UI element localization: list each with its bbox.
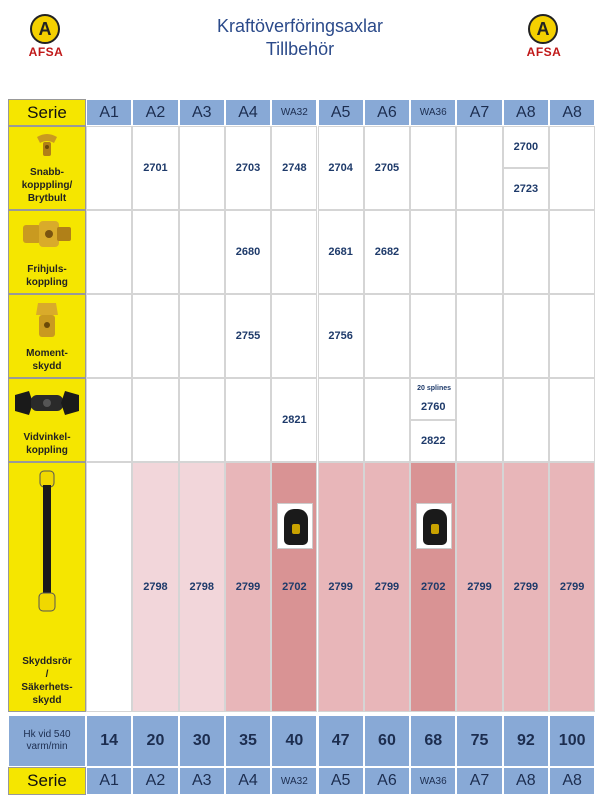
header-column-a8: A8 [549,99,595,126]
part-number-cell: 2799 [503,462,549,712]
footer-column-wa32: WA32 [271,767,317,795]
part-number-cell [410,210,456,294]
page-title [0,16,600,60]
part-number-cell: 2799 [318,462,364,712]
part-number-cell: 2704 [318,126,364,210]
part-number-cell [456,378,502,462]
part-number-cell: 2723 [503,168,549,210]
part-number-cell [549,126,595,210]
row-label-line: koppling [26,445,68,456]
freewheel-coupling-icon [19,217,75,256]
splines-note: 20 splines [417,385,452,392]
row-label-line: skydd [32,361,62,372]
part-number-cell [318,378,364,462]
part-number-cell: 2702 [410,462,456,712]
part-number-cell [549,378,595,462]
row-label-line: Moment- [26,348,68,359]
footer-serie-label: Serie [8,767,86,795]
part-number-cell [179,294,225,378]
part-number-cell: 2756 [318,294,364,378]
part-number-cell [503,378,549,462]
header-column-a7: A7 [456,99,502,126]
header-column-a8: A8 [503,99,549,126]
part-number-cell: 2799 [549,462,595,712]
logo-text: AFSA [526,45,562,59]
header-column-a5: A5 [318,99,364,126]
logo-disc: A [528,14,558,44]
header-column-a2: A2 [132,99,178,126]
part-number-cell [549,294,595,378]
title-line-1: Kraftöverföringsaxlar [216,16,384,36]
header-column-a3: A3 [179,99,225,126]
part-number-cell: 2701 [132,126,178,210]
part-number-cell [456,126,502,210]
hk-value-a7: 75 [456,715,502,767]
torque-limiter-icon [32,301,62,346]
header-serie-label: Serie [8,99,86,126]
protective-boot-icon [277,503,313,549]
part-number-cell [225,378,271,462]
footer-column-a2: A2 [132,767,178,795]
row-label-line: Skyddsrör [22,656,72,667]
row-label-0 [8,126,86,210]
part-number-cell [271,210,317,294]
row-label-4 [8,462,86,712]
row-label-2 [8,294,86,378]
part-number-cell: 2700 [503,126,549,168]
row-label-line: koppling [26,277,68,288]
part-number-cell: 2799 [225,462,271,712]
part-number-cell: 2703 [225,126,271,210]
title-line-2: Tillbehör [265,39,335,59]
part-number-cell [503,294,549,378]
row-label-1 [8,210,86,294]
part-number-cell [410,126,456,210]
part-number-cell [271,294,317,378]
part-number-cell: 2821 [271,378,317,462]
part-number-cell [86,126,132,210]
header-column-wa32: WA32 [271,99,317,126]
part-number-cell [456,210,502,294]
hk-value-a8: 100 [549,715,595,767]
row-label-line: / [45,669,49,680]
part-number-cell [410,294,456,378]
part-number-cell [456,294,502,378]
part-number-cell [86,378,132,462]
hk-value-a6: 60 [364,715,410,767]
afsa-logo-right [522,14,566,60]
part-number-cell [364,378,410,462]
hk-label-line: varm/min [26,741,68,752]
logo-disc: A [30,14,60,44]
footer-column-a8: A8 [549,767,595,795]
footer-column-a7: A7 [456,767,502,795]
header-column-a1: A1 [86,99,132,126]
hk-value-a4: 35 [225,715,271,767]
part-number-cell: 2798 [132,462,178,712]
row-label-line: Säkerhets- [21,682,73,693]
header-column-a4: A4 [225,99,271,126]
part-number-cell [86,294,132,378]
hk-label [8,715,86,767]
part-number-cell: 2822 [410,420,456,462]
row-label-line: Frihjuls- [27,264,67,275]
hk-value-wa36: 68 [410,715,456,767]
part-number: 2760 [421,401,446,413]
part-number-cell: 2702 [271,462,317,712]
part-number-cell [86,210,132,294]
row-label-line: Brytbult [27,193,67,204]
part-number-cell [410,378,456,420]
guard-tube-icon [34,469,60,620]
row-label-3 [8,378,86,462]
part-number-cell [549,210,595,294]
footer-column-a6: A6 [364,767,410,795]
hk-value-wa32: 40 [271,715,317,767]
header-column-wa36: WA36 [410,99,456,126]
hk-value-a1: 14 [86,715,132,767]
hk-label-line: Hk vid 540 [23,729,71,740]
footer-column-a1: A1 [86,767,132,795]
part-number-cell [132,294,178,378]
hk-value-a8: 92 [503,715,549,767]
part-number-cell [179,126,225,210]
row-label-line: Vidvinkel- [23,432,71,443]
row-label-line: Snabb- [30,167,64,178]
hk-value-a5: 47 [318,715,364,767]
footer-column-a8: A8 [503,767,549,795]
header-column-a6: A6 [364,99,410,126]
row-label-line: kopppling/ [21,180,73,191]
hk-value-a2: 20 [132,715,178,767]
part-number-cell: 2799 [456,462,502,712]
part-number-cell [86,462,132,712]
footer-column-wa36: WA36 [410,767,456,795]
part-number-cell [503,210,549,294]
part-number-cell: 2682 [364,210,410,294]
part-number-cell [132,378,178,462]
wide-angle-joint-icon [11,385,83,426]
part-number-cell: 2755 [225,294,271,378]
part-number-cell: 2680 [225,210,271,294]
part-number-cell [179,210,225,294]
part-number-cell [132,210,178,294]
footer-column-a5: A5 [318,767,364,795]
part-number-cell: 2799 [364,462,410,712]
part-number-cell: 2798 [179,462,225,712]
part-number-cell: 2681 [318,210,364,294]
logo-text: AFSA [28,45,64,59]
footer-column-a3: A3 [179,767,225,795]
row-label-line: skydd [32,695,62,706]
snap-coupling-icon [32,133,62,164]
part-number-cell: 2705 [364,126,410,210]
footer-column-a4: A4 [225,767,271,795]
part-number-cell: 2748 [271,126,317,210]
protective-boot-icon [416,503,452,549]
part-number-cell [364,294,410,378]
afsa-logo-left [24,14,68,60]
hk-value-a3: 30 [179,715,225,767]
part-number-cell [179,378,225,462]
